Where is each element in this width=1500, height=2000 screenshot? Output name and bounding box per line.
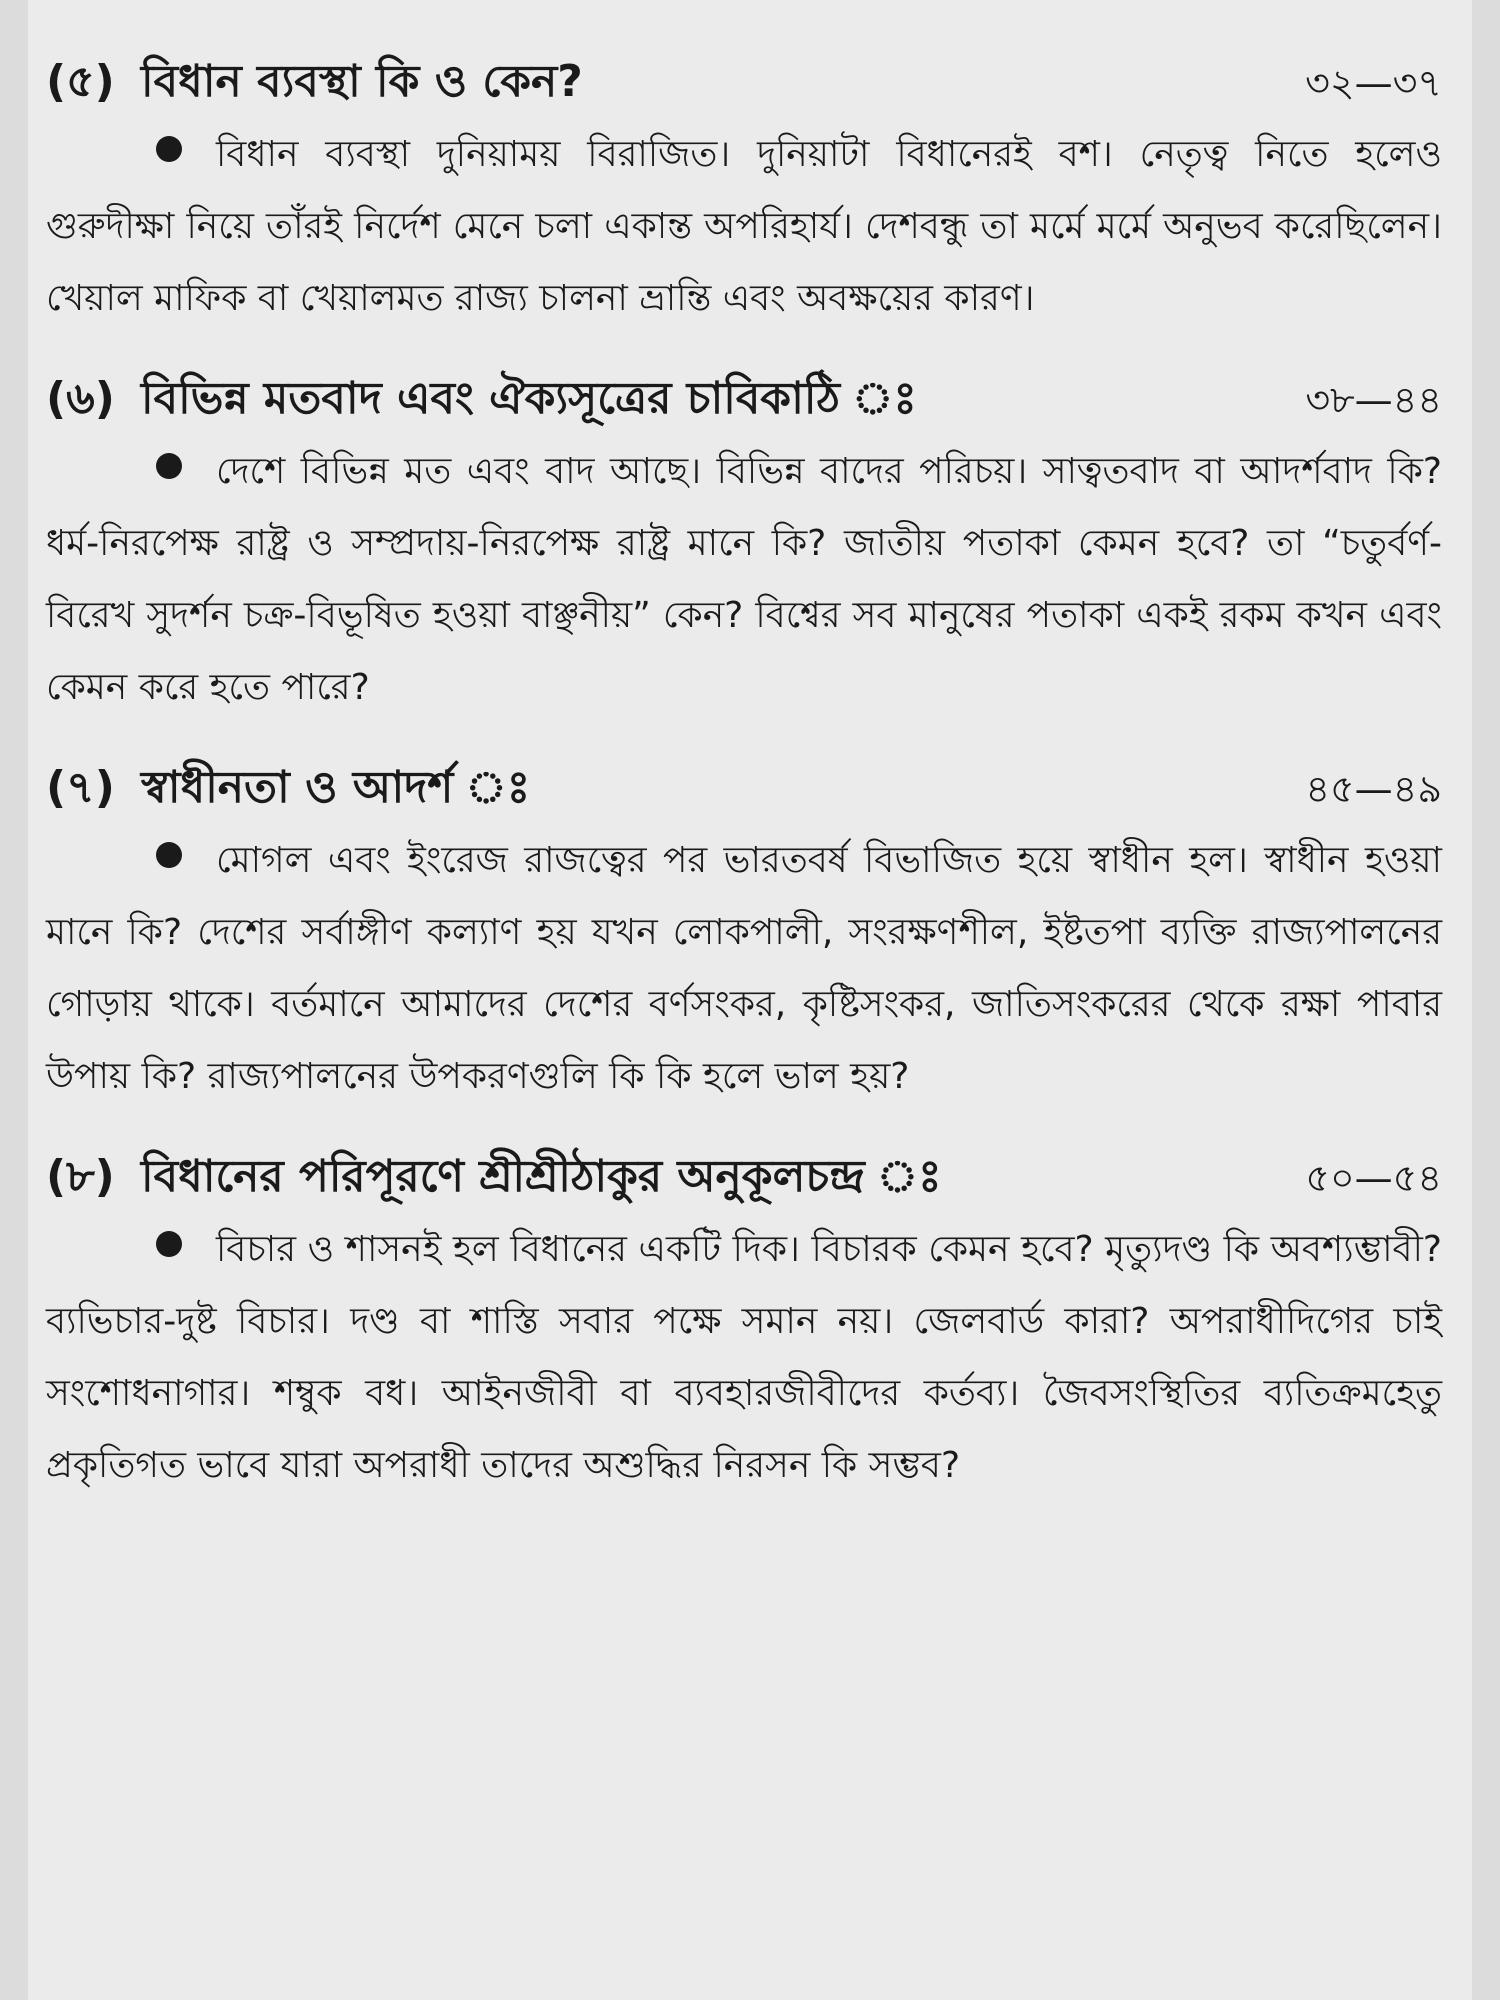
section-paragraph — [46, 825, 1442, 1113]
page-range: ৪৫—৪৯ — [1305, 767, 1442, 811]
bullet-icon — [156, 136, 182, 162]
section-body: মোগল এবং ইংরেজ রাজত্বের পর ভারতবর্ষ বিভাজিত হয়ে স্বাধীন হল। স্বাধীন হওয়া মানে কি? দেশের সর্বাঙ্গীণ কল্যাণ হয় যখন লোকপালী, সংরক্ষণশীল, ইষ্টতপা ব্যক্তি রাজ্যপালনের গোড়ায় থাকে। বর্তমানে আমাদের দেশের বর্ণসংকর, কৃষ্টিসংকর, জাতিসংকরের থেকে রক্ষা পাবার উপায় কি? রাজ্যপালনের উপকরণগুলি কি কি হলে ভাল হয়? — [46, 840, 1442, 1097]
section-7 — [46, 758, 1442, 1113]
bullet-icon — [156, 842, 182, 868]
section-title: বিভিন্ন মতবাদ এবং ঐক্যসূত্রের চাবিকাঠি ঃ — [141, 373, 917, 424]
section-6 — [46, 369, 1442, 724]
page-range: ৩৮—৪৪ — [1305, 378, 1442, 422]
page-range: ৩২—৩৭ — [1305, 61, 1442, 105]
section-heading — [46, 758, 1442, 819]
section-number: (৭) — [46, 762, 115, 813]
section-heading — [46, 369, 1442, 430]
section-paragraph — [46, 436, 1442, 724]
section-paragraph — [46, 119, 1442, 335]
section-number: (৬) — [46, 373, 115, 424]
bullet-icon — [156, 1231, 182, 1257]
section-number: (৫) — [46, 56, 115, 107]
section-heading — [46, 1147, 1442, 1208]
section-number: (৮) — [46, 1151, 115, 1202]
section-body: বিধান ব্যবস্থা দুনিয়াময় বিরাজিত। দুনিয়াটা বিধানেরই বশ। নেতৃত্ব নিতে হলেও গুরুদীক্ষা নিয়ে তাঁরই নির্দেশ মেনে চলা একান্ত অপরিহার্য। দেশবন্ধু তা মর্মে মর্মে অনুভব করেছিলেন। খেয়াল মাফিক বা খেয়ালমত রাজ্য চালনা ভ্রান্তি এবং অবক্ষয়ের কারণ। — [46, 134, 1442, 319]
section-paragraph — [46, 1214, 1442, 1502]
section-title: বিধান ব্যবস্থা কি ও কেন? — [141, 56, 583, 107]
section-5 — [46, 52, 1442, 335]
bullet-icon — [156, 453, 182, 479]
section-heading — [46, 52, 1442, 113]
section-title: স্বাধীনতা ও আদর্শ ঃ — [141, 762, 531, 813]
document-page — [28, 0, 1472, 2000]
section-body: বিচার ও শাসনই হল বিধানের একটি দিক। বিচারক কেমন হবে? মৃত্যুদণ্ড কি অবশ্যম্ভাবী? ব্যভিচার-দুষ্ট বিচার। দণ্ড বা শাস্তি সবার পক্ষে সমান নয়। জেলবার্ড কারা? অপরাধীদিগের চাই সংশোধনাগার। শম্বুক বধ। আইনজীবী বা ব্যবহারজীবীদের কর্তব্য। জৈবসংস্থিতির ব্যতিক্রমহেতু প্রকৃতিগত ভাবে যারা অপরাধী তাদের অশুদ্ধির নিরসন কি সম্ভব? — [46, 1229, 1442, 1486]
page-range: ৫০—৫৪ — [1305, 1156, 1442, 1200]
section-title: বিধানের পরিপূরণে শ্রীশ্রীঠাকুর অনুকূলচন্দ্র ঃ — [141, 1151, 942, 1202]
section-body: দেশে বিভিন্ন মত এবং বাদ আছে। বিভিন্ন বাদের পরিচয়। সাত্বতবাদ বা আদর্শবাদ কি? ধর্ম-নিরপেক্ষ রাষ্ট্র ও সম্প্রদায়-নিরপেক্ষ রাষ্ট্র মানে কি? জাতীয় পতাকা কেমন হবে? তা “চতুর্বর্ণ-বিরেখ সুদর্শন চক্র-বিভূষিত হওয়া বাঞ্ছনীয়” কেন? বিশ্বের সব মানুষের পতাকা একই রকম কখন এবং কেমন করে হতে পারে? — [46, 451, 1442, 708]
section-8 — [46, 1147, 1442, 1502]
